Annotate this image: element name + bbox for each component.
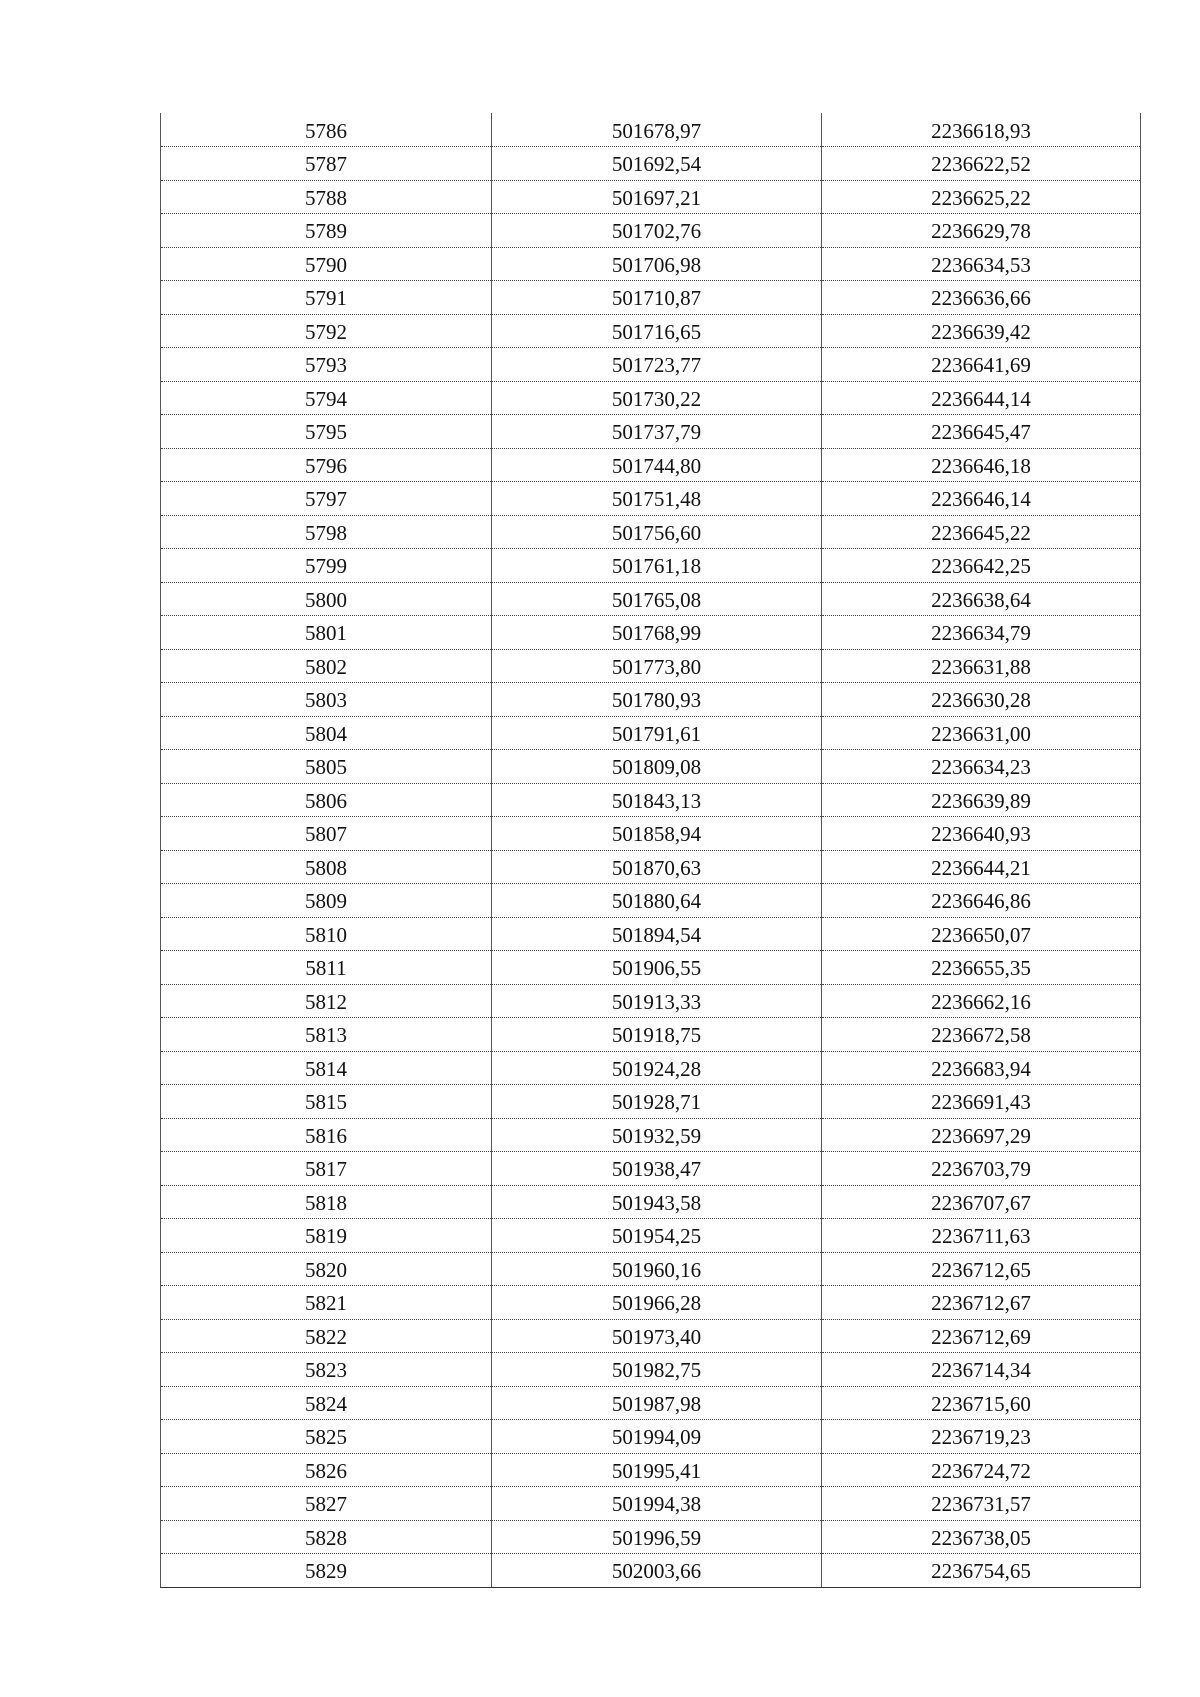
table-row <box>161 214 1141 248</box>
point-number-cell: 5805 <box>161 750 492 784</box>
y-coordinate-cell: 2236655,35 <box>822 951 1141 985</box>
y-coordinate-cell: 2236691,43 <box>822 1085 1141 1119</box>
table-row <box>161 1353 1141 1387</box>
table-row <box>161 1051 1141 1085</box>
point-number-cell: 5826 <box>161 1453 492 1487</box>
table-row <box>161 1118 1141 1152</box>
x-coordinate-cell: 501918,75 <box>492 1018 822 1052</box>
x-coordinate-cell: 501730,22 <box>492 381 822 415</box>
point-number-cell: 5790 <box>161 247 492 281</box>
y-coordinate-cell: 2236712,67 <box>822 1286 1141 1320</box>
table-row <box>161 984 1141 1018</box>
point-number-cell: 5824 <box>161 1386 492 1420</box>
table-row <box>161 448 1141 482</box>
point-number-cell: 5817 <box>161 1152 492 1186</box>
point-number-cell: 5819 <box>161 1219 492 1253</box>
x-coordinate-cell: 501932,59 <box>492 1118 822 1152</box>
x-coordinate-cell: 501960,16 <box>492 1252 822 1286</box>
x-coordinate-cell: 501697,21 <box>492 180 822 214</box>
x-coordinate-cell: 501768,99 <box>492 616 822 650</box>
y-coordinate-cell: 2236719,23 <box>822 1420 1141 1454</box>
y-coordinate-cell: 2236707,67 <box>822 1185 1141 1219</box>
table-row <box>161 180 1141 214</box>
table-row <box>161 415 1141 449</box>
table-row <box>161 616 1141 650</box>
y-coordinate-cell: 2236645,47 <box>822 415 1141 449</box>
point-number-cell: 5787 <box>161 147 492 181</box>
x-coordinate-cell: 501761,18 <box>492 549 822 583</box>
y-coordinate-cell: 2236650,07 <box>822 917 1141 951</box>
y-coordinate-cell: 2236738,05 <box>822 1520 1141 1554</box>
y-coordinate-cell: 2236662,16 <box>822 984 1141 1018</box>
y-coordinate-cell: 2236634,79 <box>822 616 1141 650</box>
y-coordinate-cell: 2236672,58 <box>822 1018 1141 1052</box>
x-coordinate-cell: 501996,59 <box>492 1520 822 1554</box>
y-coordinate-cell: 2236636,66 <box>822 281 1141 315</box>
y-coordinate-cell: 2236631,00 <box>822 716 1141 750</box>
y-coordinate-cell: 2236697,29 <box>822 1118 1141 1152</box>
y-coordinate-cell: 2236703,79 <box>822 1152 1141 1186</box>
table-row <box>161 1152 1141 1186</box>
x-coordinate-cell: 501716,65 <box>492 314 822 348</box>
table-row <box>161 1018 1141 1052</box>
y-coordinate-cell: 2236754,65 <box>822 1554 1141 1588</box>
y-coordinate-cell: 2236714,34 <box>822 1353 1141 1387</box>
point-number-cell: 5804 <box>161 716 492 750</box>
table-row <box>161 750 1141 784</box>
y-coordinate-cell: 2236646,14 <box>822 482 1141 516</box>
x-coordinate-cell: 501710,87 <box>492 281 822 315</box>
table-row <box>161 683 1141 717</box>
y-coordinate-cell: 2236639,89 <box>822 783 1141 817</box>
point-number-cell: 5821 <box>161 1286 492 1320</box>
table-row <box>161 1386 1141 1420</box>
y-coordinate-cell: 2236644,21 <box>822 850 1141 884</box>
y-coordinate-cell: 2236715,60 <box>822 1386 1141 1420</box>
y-coordinate-cell: 2236634,53 <box>822 247 1141 281</box>
y-coordinate-cell: 2236712,69 <box>822 1319 1141 1353</box>
point-number-cell: 5807 <box>161 817 492 851</box>
x-coordinate-cell: 501751,48 <box>492 482 822 516</box>
table-row <box>161 1085 1141 1119</box>
y-coordinate-cell: 2236634,23 <box>822 750 1141 784</box>
x-coordinate-cell: 501928,71 <box>492 1085 822 1119</box>
table-row <box>161 783 1141 817</box>
x-coordinate-cell: 501678,97 <box>492 113 822 147</box>
y-coordinate-cell: 2236639,42 <box>822 314 1141 348</box>
x-coordinate-cell: 501809,08 <box>492 750 822 784</box>
y-coordinate-cell: 2236642,25 <box>822 549 1141 583</box>
table-row <box>161 1286 1141 1320</box>
point-number-cell: 5802 <box>161 649 492 683</box>
point-number-cell: 5809 <box>161 884 492 918</box>
x-coordinate-cell: 501870,63 <box>492 850 822 884</box>
x-coordinate-cell: 501894,54 <box>492 917 822 951</box>
y-coordinate-cell: 2236646,86 <box>822 884 1141 918</box>
point-number-cell: 5801 <box>161 616 492 650</box>
point-number-cell: 5791 <box>161 281 492 315</box>
point-number-cell: 5816 <box>161 1118 492 1152</box>
table-row <box>161 1520 1141 1554</box>
table-row <box>161 1185 1141 1219</box>
point-number-cell: 5799 <box>161 549 492 583</box>
y-coordinate-cell: 2236645,22 <box>822 515 1141 549</box>
point-number-cell: 5829 <box>161 1554 492 1588</box>
table-row <box>161 1453 1141 1487</box>
x-coordinate-cell: 501943,58 <box>492 1185 822 1219</box>
point-number-cell: 5813 <box>161 1018 492 1052</box>
coordinates-table <box>160 113 1141 1588</box>
x-coordinate-cell: 501702,76 <box>492 214 822 248</box>
table-row <box>161 649 1141 683</box>
y-coordinate-cell: 2236724,72 <box>822 1453 1141 1487</box>
point-number-cell: 5803 <box>161 683 492 717</box>
x-coordinate-cell: 501880,64 <box>492 884 822 918</box>
point-number-cell: 5815 <box>161 1085 492 1119</box>
x-coordinate-cell: 501692,54 <box>492 147 822 181</box>
point-number-cell: 5823 <box>161 1353 492 1387</box>
x-coordinate-cell: 501906,55 <box>492 951 822 985</box>
table-row <box>161 113 1141 147</box>
point-number-cell: 5797 <box>161 482 492 516</box>
x-coordinate-cell: 501706,98 <box>492 247 822 281</box>
x-coordinate-cell: 501924,28 <box>492 1051 822 1085</box>
point-number-cell: 5818 <box>161 1185 492 1219</box>
y-coordinate-cell: 2236644,14 <box>822 381 1141 415</box>
y-coordinate-cell: 2236640,93 <box>822 817 1141 851</box>
y-coordinate-cell: 2236625,22 <box>822 180 1141 214</box>
x-coordinate-cell: 501723,77 <box>492 348 822 382</box>
point-number-cell: 5792 <box>161 314 492 348</box>
x-coordinate-cell: 502003,66 <box>492 1554 822 1588</box>
x-coordinate-cell: 501773,80 <box>492 649 822 683</box>
x-coordinate-cell: 501737,79 <box>492 415 822 449</box>
point-number-cell: 5798 <box>161 515 492 549</box>
point-number-cell: 5820 <box>161 1252 492 1286</box>
table-row <box>161 1252 1141 1286</box>
point-number-cell: 5795 <box>161 415 492 449</box>
table-row <box>161 1319 1141 1353</box>
y-coordinate-cell: 2236630,28 <box>822 683 1141 717</box>
point-number-cell: 5814 <box>161 1051 492 1085</box>
point-number-cell: 5793 <box>161 348 492 382</box>
x-coordinate-cell: 501913,33 <box>492 984 822 1018</box>
point-number-cell: 5825 <box>161 1420 492 1454</box>
table-row <box>161 147 1141 181</box>
table-row <box>161 850 1141 884</box>
table-row <box>161 314 1141 348</box>
x-coordinate-cell: 501938,47 <box>492 1152 822 1186</box>
table-row <box>161 1487 1141 1521</box>
x-coordinate-cell: 501858,94 <box>492 817 822 851</box>
x-coordinate-cell: 501791,61 <box>492 716 822 750</box>
table-row <box>161 1420 1141 1454</box>
point-number-cell: 5794 <box>161 381 492 415</box>
x-coordinate-cell: 501994,38 <box>492 1487 822 1521</box>
table-row <box>161 1554 1141 1588</box>
x-coordinate-cell: 501744,80 <box>492 448 822 482</box>
point-number-cell: 5800 <box>161 582 492 616</box>
point-number-cell: 5827 <box>161 1487 492 1521</box>
y-coordinate-cell: 2236731,57 <box>822 1487 1141 1521</box>
point-number-cell: 5811 <box>161 951 492 985</box>
y-coordinate-cell: 2236711,63 <box>822 1219 1141 1253</box>
y-coordinate-cell: 2236646,18 <box>822 448 1141 482</box>
y-coordinate-cell: 2236641,69 <box>822 348 1141 382</box>
x-coordinate-cell: 501994,09 <box>492 1420 822 1454</box>
x-coordinate-cell: 501780,93 <box>492 683 822 717</box>
y-coordinate-cell: 2236712,65 <box>822 1252 1141 1286</box>
table-row <box>161 482 1141 516</box>
table-row <box>161 549 1141 583</box>
table-row <box>161 917 1141 951</box>
y-coordinate-cell: 2236622,52 <box>822 147 1141 181</box>
point-number-cell: 5796 <box>161 448 492 482</box>
table-row <box>161 716 1141 750</box>
table-row <box>161 348 1141 382</box>
x-coordinate-cell: 501756,60 <box>492 515 822 549</box>
y-coordinate-cell: 2236631,88 <box>822 649 1141 683</box>
point-number-cell: 5786 <box>161 113 492 147</box>
point-number-cell: 5789 <box>161 214 492 248</box>
point-number-cell: 5788 <box>161 180 492 214</box>
table-row <box>161 247 1141 281</box>
x-coordinate-cell: 501966,28 <box>492 1286 822 1320</box>
table-row <box>161 884 1141 918</box>
x-coordinate-cell: 501987,98 <box>492 1386 822 1420</box>
x-coordinate-cell: 501843,13 <box>492 783 822 817</box>
point-number-cell: 5812 <box>161 984 492 1018</box>
table-row <box>161 1219 1141 1253</box>
x-coordinate-cell: 501995,41 <box>492 1453 822 1487</box>
table-row <box>161 951 1141 985</box>
table-row <box>161 381 1141 415</box>
x-coordinate-cell: 501982,75 <box>492 1353 822 1387</box>
table-row <box>161 817 1141 851</box>
point-number-cell: 5810 <box>161 917 492 951</box>
y-coordinate-cell: 2236683,94 <box>822 1051 1141 1085</box>
point-number-cell: 5822 <box>161 1319 492 1353</box>
y-coordinate-cell: 2236618,93 <box>822 113 1141 147</box>
x-coordinate-cell: 501954,25 <box>492 1219 822 1253</box>
x-coordinate-cell: 501765,08 <box>492 582 822 616</box>
table-row <box>161 515 1141 549</box>
y-coordinate-cell: 2236638,64 <box>822 582 1141 616</box>
x-coordinate-cell: 501973,40 <box>492 1319 822 1353</box>
y-coordinate-cell: 2236629,78 <box>822 214 1141 248</box>
point-number-cell: 5828 <box>161 1520 492 1554</box>
point-number-cell: 5808 <box>161 850 492 884</box>
table-row <box>161 281 1141 315</box>
point-number-cell: 5806 <box>161 783 492 817</box>
table-row <box>161 582 1141 616</box>
coordinates-table-body <box>161 113 1141 1587</box>
